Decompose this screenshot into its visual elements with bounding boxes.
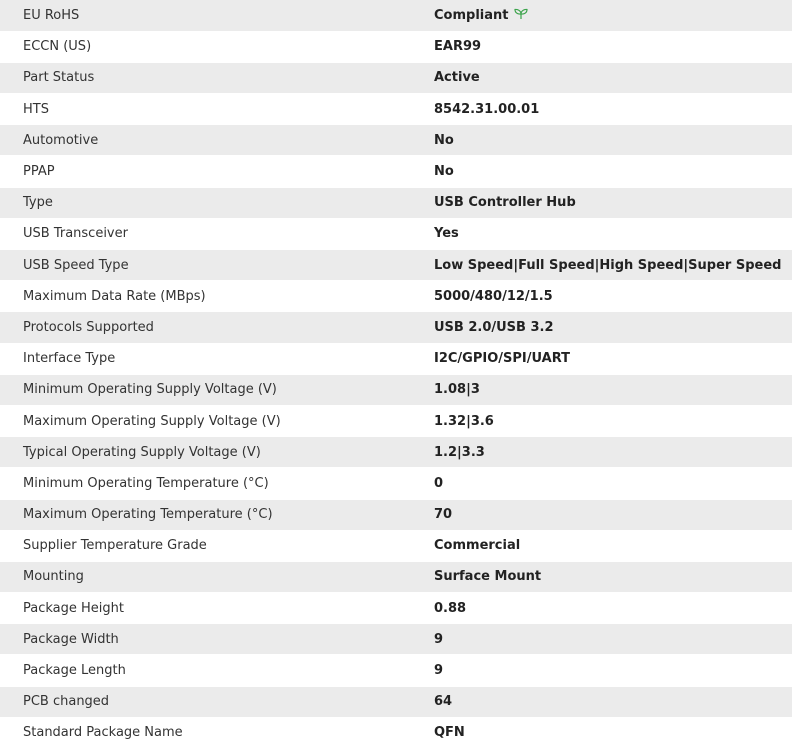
spec-row-temp-grade [0, 530, 792, 561]
spec-value: 70 [411, 499, 792, 530]
spec-value: 8542.31.00.01 [411, 94, 792, 125]
spec-label: Type [0, 187, 411, 218]
spec-row-standard-package-name [0, 717, 792, 748]
spec-row-package-height [0, 593, 792, 624]
spec-value: I2C/GPIO/SPI/UART [411, 343, 792, 374]
spec-value-cell [411, 0, 792, 31]
spec-value: 1.32|3.6 [411, 405, 792, 436]
spec-row-min-temp [0, 468, 792, 499]
spec-label: EU RoHS [0, 0, 411, 31]
spec-value: 1.2|3.3 [411, 437, 792, 468]
spec-value: Compliant [434, 7, 509, 23]
spec-row-usb-transceiver [0, 218, 792, 249]
spec-row-ppap [0, 156, 792, 187]
spec-value: QFN [411, 717, 792, 748]
spec-value: Commercial [411, 530, 792, 561]
spec-value: No [411, 125, 792, 156]
spec-row-max-data-rate [0, 281, 792, 312]
spec-value: Yes [411, 218, 792, 249]
spec-value: 64 [411, 686, 792, 717]
spec-label: Interface Type [0, 343, 411, 374]
spec-label: Minimum Operating Supply Voltage (V) [0, 374, 411, 405]
spec-value: Low Speed|Full Speed|High Speed|Super Speed [411, 250, 792, 281]
spec-label: USB Transceiver [0, 218, 411, 249]
spec-label: Protocols Supported [0, 312, 411, 343]
spec-row-mounting [0, 561, 792, 592]
spec-label: USB Speed Type [0, 250, 411, 281]
spec-row-typ-supply-voltage [0, 437, 792, 468]
spec-row-protocols [0, 312, 792, 343]
spec-row-type [0, 187, 792, 218]
spec-row-min-supply-voltage [0, 374, 792, 405]
spec-value: Surface Mount [411, 561, 792, 592]
spec-label: Minimum Operating Temperature (°C) [0, 468, 411, 499]
spec-value: USB 2.0/USB 3.2 [411, 312, 792, 343]
spec-value: 1.08|3 [411, 374, 792, 405]
spec-value: 9 [411, 655, 792, 686]
spec-row-package-width [0, 624, 792, 655]
spec-row-usb-speed-type [0, 250, 792, 281]
spec-label: Standard Package Name [0, 717, 411, 748]
spec-value: 9 [411, 624, 792, 655]
spec-row-part-status [0, 62, 792, 93]
spec-label: Package Width [0, 624, 411, 655]
spec-label: Supplier Temperature Grade [0, 530, 411, 561]
spec-label: Mounting [0, 561, 411, 592]
spec-row-pcb-changed [0, 686, 792, 717]
spec-row-eu-rohs [0, 0, 792, 31]
spec-label: Maximum Operating Supply Voltage (V) [0, 405, 411, 436]
spec-label: PPAP [0, 156, 411, 187]
spec-value: 0.88 [411, 593, 792, 624]
spec-label: ECCN (US) [0, 31, 411, 62]
spec-row-eccn [0, 31, 792, 62]
spec-row-max-supply-voltage [0, 405, 792, 436]
spec-label: HTS [0, 94, 411, 125]
spec-row-package-length [0, 655, 792, 686]
spec-value: Active [411, 62, 792, 93]
spec-label: Maximum Data Rate (MBps) [0, 281, 411, 312]
leaf-icon [514, 8, 528, 20]
spec-row-hts [0, 94, 792, 125]
spec-label: PCB changed [0, 686, 411, 717]
spec-value: USB Controller Hub [411, 187, 792, 218]
spec-label: Maximum Operating Temperature (°C) [0, 499, 411, 530]
spec-value: No [411, 156, 792, 187]
spec-label: Package Length [0, 655, 411, 686]
spec-value: 5000/480/12/1.5 [411, 281, 792, 312]
spec-row-automotive [0, 125, 792, 156]
spec-label: Automotive [0, 125, 411, 156]
spec-row-interface-type [0, 343, 792, 374]
spec-value: EAR99 [411, 31, 792, 62]
spec-row-max-temp [0, 499, 792, 530]
spec-label: Typical Operating Supply Voltage (V) [0, 437, 411, 468]
spec-label: Part Status [0, 62, 411, 93]
spec-label: Package Height [0, 593, 411, 624]
spec-value: 0 [411, 468, 792, 499]
